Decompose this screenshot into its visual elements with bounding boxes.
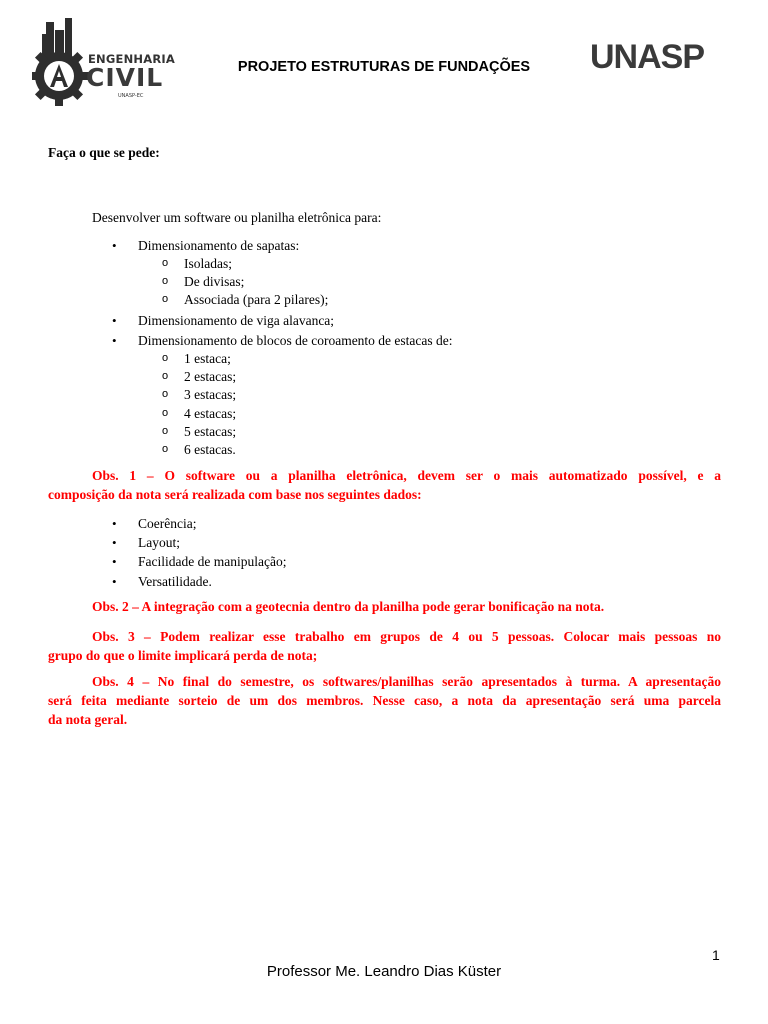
bullet-dot-icon: •: [112, 333, 117, 349]
estacas-sublist: [162, 350, 237, 459]
sub-bullet-o-icon: o: [162, 442, 169, 455]
list-item: • Dimensionamento de sapatas:: [138, 237, 299, 255]
sub-bullet-o-icon: o: [162, 352, 169, 364]
sub-bullet-o-icon: o: [162, 275, 169, 288]
page-number: 1: [712, 947, 720, 963]
sapatas-sublist: [162, 255, 329, 310]
sub-bullet-o-icon: o: [162, 406, 169, 419]
obs1-line1: Obs. 1 – O software ou a planilha eletrônica, devem ser o mais automatizado possível, e a: [92, 468, 721, 483]
sub-bullet-o-icon: o: [162, 388, 169, 401]
requirements-list-cont: [112, 312, 453, 350]
obs1-line2: composição da nota será realizada com base nos seguintes dados:: [48, 487, 422, 502]
obs2-text: Obs. 2 – A integração com a geotecnia dentro da planilha pode gerar bonificação na nota.: [92, 599, 605, 614]
list-item: • Dimensionamento de viga alavanca;: [138, 312, 453, 330]
list-item: o De divisas;: [162, 274, 245, 290]
list-item: o 6 estacas.: [162, 441, 236, 457]
bullet-dot-icon: •: [112, 238, 117, 253]
list-item: o Isoladas;: [162, 256, 232, 271]
unasp-logo: [588, 34, 718, 78]
footer-author: Professor Me. Leandro Dias Küster: [266, 963, 502, 980]
sub-bullet-o-icon: o: [162, 370, 169, 383]
obs3-line2: grupo do que o limite implicará perda de nota;: [48, 648, 318, 663]
sub-bullet-o-icon: o: [162, 257, 169, 269]
list-item: o 5 estacas;: [162, 423, 237, 439]
obs3-line1: Obs. 3 – Podem realizar esse trabalho em grupos de 4 ou 5 pessoas. Colocar mais pessoas no: [92, 629, 721, 644]
list-item: • Dimensionamento de blocos de coroamento de estacas de:: [138, 332, 453, 350]
obs4-line1: Obs. 4 – No final do semestre, os softwares/planilhas serão apresentados à turma. A apresentação: [92, 674, 721, 689]
list-item: o Associada (para 2 pilares);: [162, 292, 329, 308]
bullet-dot-icon: •: [112, 535, 117, 551]
requirements-list: [112, 237, 300, 255]
bullet-dot-icon: •: [112, 554, 117, 570]
list-item: o 4 estacas;: [162, 405, 237, 421]
unasp-logo-text: UNASP: [590, 38, 705, 76]
list-item: o 3 estacas;: [162, 387, 237, 403]
logo-line-engenharia: ENGENHARIA: [88, 52, 175, 66]
list-item: • Layout;: [138, 534, 286, 552]
bullet-dot-icon: •: [112, 573, 117, 589]
logo-line-unasp-ec: UNASP-EC: [118, 93, 144, 99]
list-item: o 1 estaca;: [162, 351, 231, 366]
bullet-dot-icon: •: [112, 313, 117, 328]
page-header: [0, 0, 768, 110]
intro-text: Desenvolver um software ou planilha eletrônica para:: [92, 210, 382, 225]
logo-line-civil: CIVIL: [86, 63, 164, 92]
obs4-line3: da nota geral.: [48, 712, 128, 727]
criteria-list: [112, 515, 287, 591]
list-item: • Coerência;: [138, 515, 286, 533]
instruction-heading: Faça o que se pede:: [48, 145, 160, 160]
obs4-line2: será feita mediante sorteio de um dos membros. Nesse caso, a nota da apresentação será uma parcela: [48, 693, 721, 708]
bullet-dot-icon: •: [112, 516, 117, 531]
list-item: • Facilidade de manipulação;: [138, 553, 286, 571]
sub-bullet-o-icon: o: [162, 293, 169, 306]
list-item: o 2 estacas;: [162, 369, 237, 385]
document-title: PROJETO ESTRUTURAS DE FUNDAÇÕES: [237, 59, 531, 75]
list-item: • Versatilidade.: [138, 573, 286, 591]
sub-bullet-o-icon: o: [162, 424, 169, 437]
